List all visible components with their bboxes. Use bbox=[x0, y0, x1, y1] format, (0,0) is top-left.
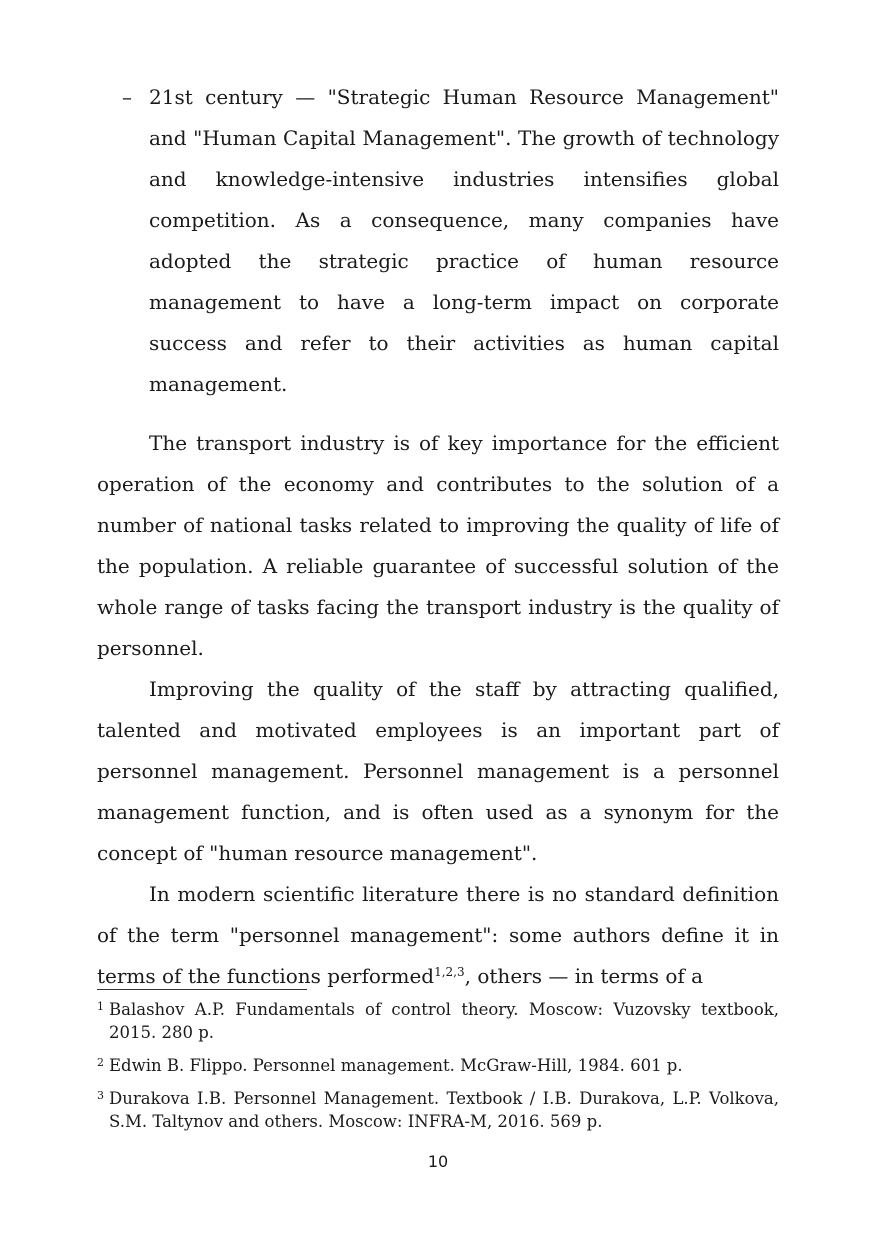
footnote-text: Durakova I.B. Personnel Management. Textbook / I.B. Durakova, L.P. Volkova, S.M. Taltynov and others. Moscow: INFRA-M, 2016. 569 p. bbox=[109, 1089, 779, 1131]
paragraph-transport: The transport industry is of key importance for the efficient operation of the economy and contributes to the solution of a number of national tasks related to improving the quality of life of the population. A reliable guarantee of successful solution of the whole range of tasks facing the transport industry is the quality of personnel. bbox=[97, 431, 779, 660]
footnote-reference[interactable]: 1,2,3 bbox=[434, 965, 465, 979]
bullet-item bbox=[97, 77, 779, 405]
page-body bbox=[97, 77, 779, 997]
footnote-text: Edwin B. Flippo. Personnel management. McGraw-Hill, 1984. 601 p. bbox=[109, 1056, 683, 1075]
footnote-number: 2 bbox=[97, 1056, 104, 1069]
footnote-1 bbox=[97, 998, 779, 1044]
paragraph-definitions-tail: , others — in terms of a bbox=[464, 964, 704, 988]
footnote-number: 3 bbox=[97, 1089, 104, 1102]
footnote-divider bbox=[97, 989, 307, 990]
page-number: 10 bbox=[427, 1152, 449, 1171]
footnote-3 bbox=[97, 1087, 779, 1133]
bullet-text: 21st century — "Strategic Human Resource Management" and "Human Capital Management". The growth of technology and knowledge-intensive industries intensifies global competition. As a consequence, many companies have adopted the strategic practice of human resource management to have a long-term impact on corporate success and refer to their activities as human capital management. bbox=[149, 85, 779, 396]
footnote-text: Balashov A.P. Fundamentals of control theory. Moscow: Vuzovsky textbook, 2015. 280 p. bbox=[109, 1000, 779, 1042]
paragraph-definitions-text: In modern scientific literature there is no standard definition of the term "personnel management": some authors define it in terms of the functions performed bbox=[97, 882, 779, 988]
footnote-number: 1 bbox=[97, 1000, 104, 1013]
footnotes bbox=[97, 998, 779, 1143]
bullet-dash: – bbox=[122, 85, 132, 109]
footnote-2 bbox=[97, 1054, 779, 1077]
paragraph-definitions bbox=[97, 874, 779, 997]
paragraph-staff-quality: Improving the quality of the staff by attracting qualified, talented and motivated employees is an important part of personnel management. Personnel management is a personnel management function, and is often used as a synonym for the concept of "human resource management". bbox=[97, 677, 779, 865]
